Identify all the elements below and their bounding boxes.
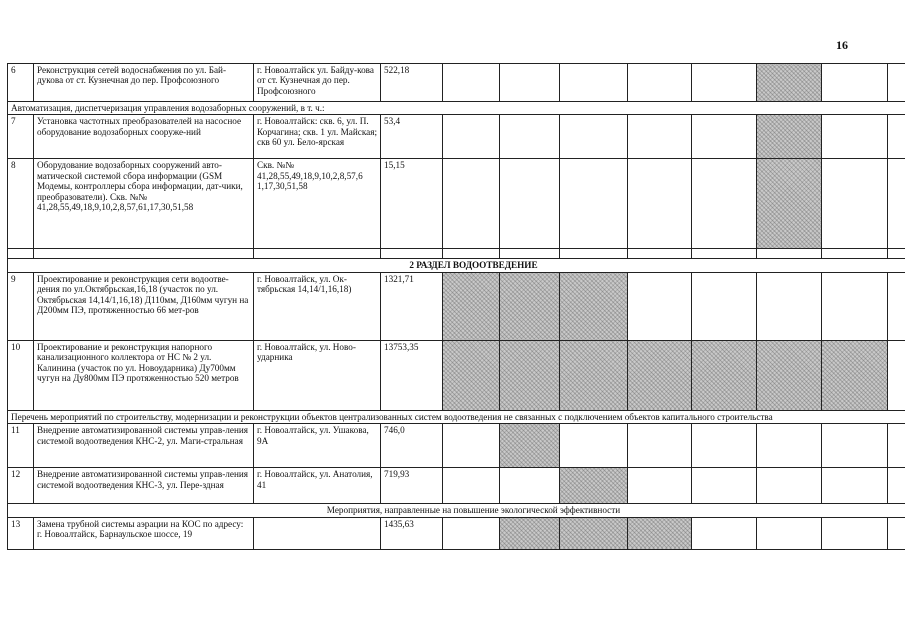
table-row — [8, 115, 905, 159]
schedule-cell — [628, 424, 692, 468]
blank-cell — [500, 249, 560, 259]
schedule-cell — [692, 64, 757, 102]
page-number: 16 — [836, 38, 848, 52]
measure-cost: 53,4 — [381, 115, 443, 159]
schedule-cell-shaded — [443, 272, 500, 340]
schedule-cell — [757, 424, 822, 468]
table-row — [8, 159, 905, 249]
schedule-cell-shaded — [757, 340, 822, 410]
schedule-cell — [628, 468, 692, 504]
measure-name: Проектирование и реконструкция напорного канализационного коллектора от НС № 2 ул. Калинина (участок по ул. Новоударника) Ду700мм чугун на Ду800мм ПЭ протяженностью 520 метров — [34, 340, 254, 410]
measure-name: Замена трубной системы аэрации на КОС по адресу: г. Новоалтайск, Барнаульское шоссе, 19 — [34, 517, 254, 549]
blank-cell — [381, 249, 443, 259]
schedule-cell-shaded — [757, 115, 822, 159]
measure-name: Реконструкция сетей водоснабжения по ул. Бай-дукова от ст. Кузнечная до пер. Профсоюзного — [34, 64, 254, 102]
measure-cost: 15,15 — [381, 159, 443, 249]
blank-cell — [560, 249, 628, 259]
measure-cost: 1435,63 — [381, 517, 443, 549]
row-number: 11 — [8, 424, 34, 468]
schedule-cell — [692, 272, 757, 340]
measure-name: Оборудование водозаборных сооружений авто-матической системой сбора информации (GSM Модемы, контроллеры сбора информации, дат-чики, преобразователи). Скв. №№ 41,28,55,49,18,9,10,2,8,57,61,17,30,51,58 — [34, 159, 254, 249]
schedule-cell-shaded — [560, 272, 628, 340]
measure-name: Установка частотных преобразователей на насосное оборудование водозаборных сооруже-ний — [34, 115, 254, 159]
section-header-row — [8, 259, 905, 272]
measure-location: г. Новоалтайск, ул. Анатолия, 41 — [254, 468, 381, 504]
section-title: 2 РАЗДЕЛ ВОДООТВЕДЕНИЕ — [8, 259, 905, 272]
schedule-cell — [628, 159, 692, 249]
measure-location: г. Новоалтайск, ул. Ок-тябрьская 14,14/1,16,18) — [254, 272, 381, 340]
schedule-cell — [822, 272, 888, 340]
measure-location: г. Новоалтайск ул. Байду-кова от ст. Кузнечная до пер. Профсоюзного — [254, 64, 381, 102]
schedule-cell — [560, 115, 628, 159]
schedule-cell-shaded — [757, 64, 822, 102]
schedule-cell — [888, 115, 905, 159]
schedule-cell — [443, 159, 500, 249]
schedule-cell-shaded — [757, 159, 822, 249]
schedule-cell — [888, 517, 905, 549]
schedule-cell-shaded — [500, 340, 560, 410]
schedule-cell — [757, 468, 822, 504]
schedule-cell — [560, 159, 628, 249]
measure-location: г. Новоалтайск: скв. 6, ул. П. Корчагина; скв. 1 ул. Майская; скв 60 ул. Бело-ярская — [254, 115, 381, 159]
measure-name: Внедрение автоматизированной системы управ-ления системой водоотведения КНС-2, ул. Маги-стральная — [34, 424, 254, 468]
table-row — [8, 517, 905, 549]
schedule-cell-shaded — [500, 424, 560, 468]
schedule-cell — [500, 468, 560, 504]
schedule-cell — [443, 517, 500, 549]
measure-name: Внедрение автоматизированной системы управ-ления системой водоотведения КНС-3, ул. Пере-здная — [34, 468, 254, 504]
program-table — [7, 63, 905, 550]
table-row — [8, 424, 905, 468]
table-row — [8, 340, 905, 410]
measure-cost: 522,18 — [381, 64, 443, 102]
schedule-cell — [560, 64, 628, 102]
schedule-cell — [692, 468, 757, 504]
row-number: 12 — [8, 468, 34, 504]
measure-cost: 719,93 — [381, 468, 443, 504]
schedule-cell — [888, 340, 905, 410]
group-title: Перечень мероприятий по строительству, модернизации и реконструкции объектов централизованных систем водоотведения не связанных с подключением объектов капитального строительства — [8, 410, 905, 423]
blank-cell — [757, 249, 822, 259]
blank-cell — [34, 249, 254, 259]
blank-cell — [822, 249, 888, 259]
blank-cell — [692, 249, 757, 259]
group-title: Мероприятия, направленные на повышение экологической эффективности — [8, 504, 905, 517]
measure-cost: 13753,35 — [381, 340, 443, 410]
group-header-row — [8, 410, 905, 423]
schedule-cell — [822, 468, 888, 504]
schedule-cell-shaded — [560, 468, 628, 504]
schedule-cell — [443, 468, 500, 504]
schedule-cell-shaded — [500, 272, 560, 340]
measure-location — [254, 517, 381, 549]
measure-location: Скв. №№ 41,28,55,49,18,9,10,2,8,57,6 1,17,30,51,58 — [254, 159, 381, 249]
schedule-cell — [692, 159, 757, 249]
schedule-cell — [822, 64, 888, 102]
schedule-cell-shaded — [443, 340, 500, 410]
measure-location: г. Новоалтайск, ул. Ушакова, 9А — [254, 424, 381, 468]
blank-cell — [254, 249, 381, 259]
schedule-cell — [888, 468, 905, 504]
schedule-cell — [822, 517, 888, 549]
schedule-cell-shaded — [628, 517, 692, 549]
schedule-cell-shaded — [628, 340, 692, 410]
schedule-cell — [822, 115, 888, 159]
schedule-cell-shaded — [500, 517, 560, 549]
schedule-cell — [560, 424, 628, 468]
schedule-cell — [628, 272, 692, 340]
schedule-cell-shaded — [692, 340, 757, 410]
schedule-cell — [888, 64, 905, 102]
blank-cell — [8, 249, 34, 259]
row-number: 7 — [8, 115, 34, 159]
table-row — [8, 468, 905, 504]
schedule-cell — [692, 517, 757, 549]
measure-name: Проектирование и реконструкция сети водоотве-дения по ул.Октябрьская,16,18 (участок по ул. Октябрьская 14,14/1,16,18) Д110мм, Д160мм чугун на Д200мм ПЭ, протяженностью 66 мет-ров — [34, 272, 254, 340]
schedule-cell-shaded — [560, 340, 628, 410]
schedule-cell — [692, 424, 757, 468]
schedule-cell — [888, 424, 905, 468]
schedule-cell — [822, 159, 888, 249]
measure-cost: 746,0 — [381, 424, 443, 468]
schedule-cell-shaded — [822, 340, 888, 410]
blank-row — [8, 249, 905, 259]
measure-cost: 1321,71 — [381, 272, 443, 340]
group-header-row — [8, 102, 905, 115]
schedule-cell — [757, 272, 822, 340]
group-header-row — [8, 504, 905, 517]
schedule-cell — [628, 115, 692, 159]
blank-cell — [443, 249, 500, 259]
row-number: 10 — [8, 340, 34, 410]
measure-location: г. Новоалтайск, ул. Ново-ударника — [254, 340, 381, 410]
schedule-cell — [822, 424, 888, 468]
group-title: Автоматизация, диспетчеризация управления водозаборных сооружений, в т. ч.: — [8, 102, 905, 115]
blank-cell — [888, 249, 905, 259]
row-number: 13 — [8, 517, 34, 549]
table-row — [8, 64, 905, 102]
schedule-cell — [628, 64, 692, 102]
schedule-cell — [443, 115, 500, 159]
row-number: 8 — [8, 159, 34, 249]
schedule-cell — [500, 115, 560, 159]
schedule-cell-shaded — [560, 517, 628, 549]
row-number: 9 — [8, 272, 34, 340]
schedule-cell — [888, 272, 905, 340]
schedule-cell — [443, 424, 500, 468]
table-row — [8, 272, 905, 340]
blank-cell — [628, 249, 692, 259]
schedule-cell — [757, 517, 822, 549]
schedule-cell — [888, 159, 905, 249]
schedule-cell — [500, 64, 560, 102]
schedule-cell — [443, 64, 500, 102]
row-number: 6 — [8, 64, 34, 102]
schedule-cell — [692, 115, 757, 159]
schedule-cell — [500, 159, 560, 249]
